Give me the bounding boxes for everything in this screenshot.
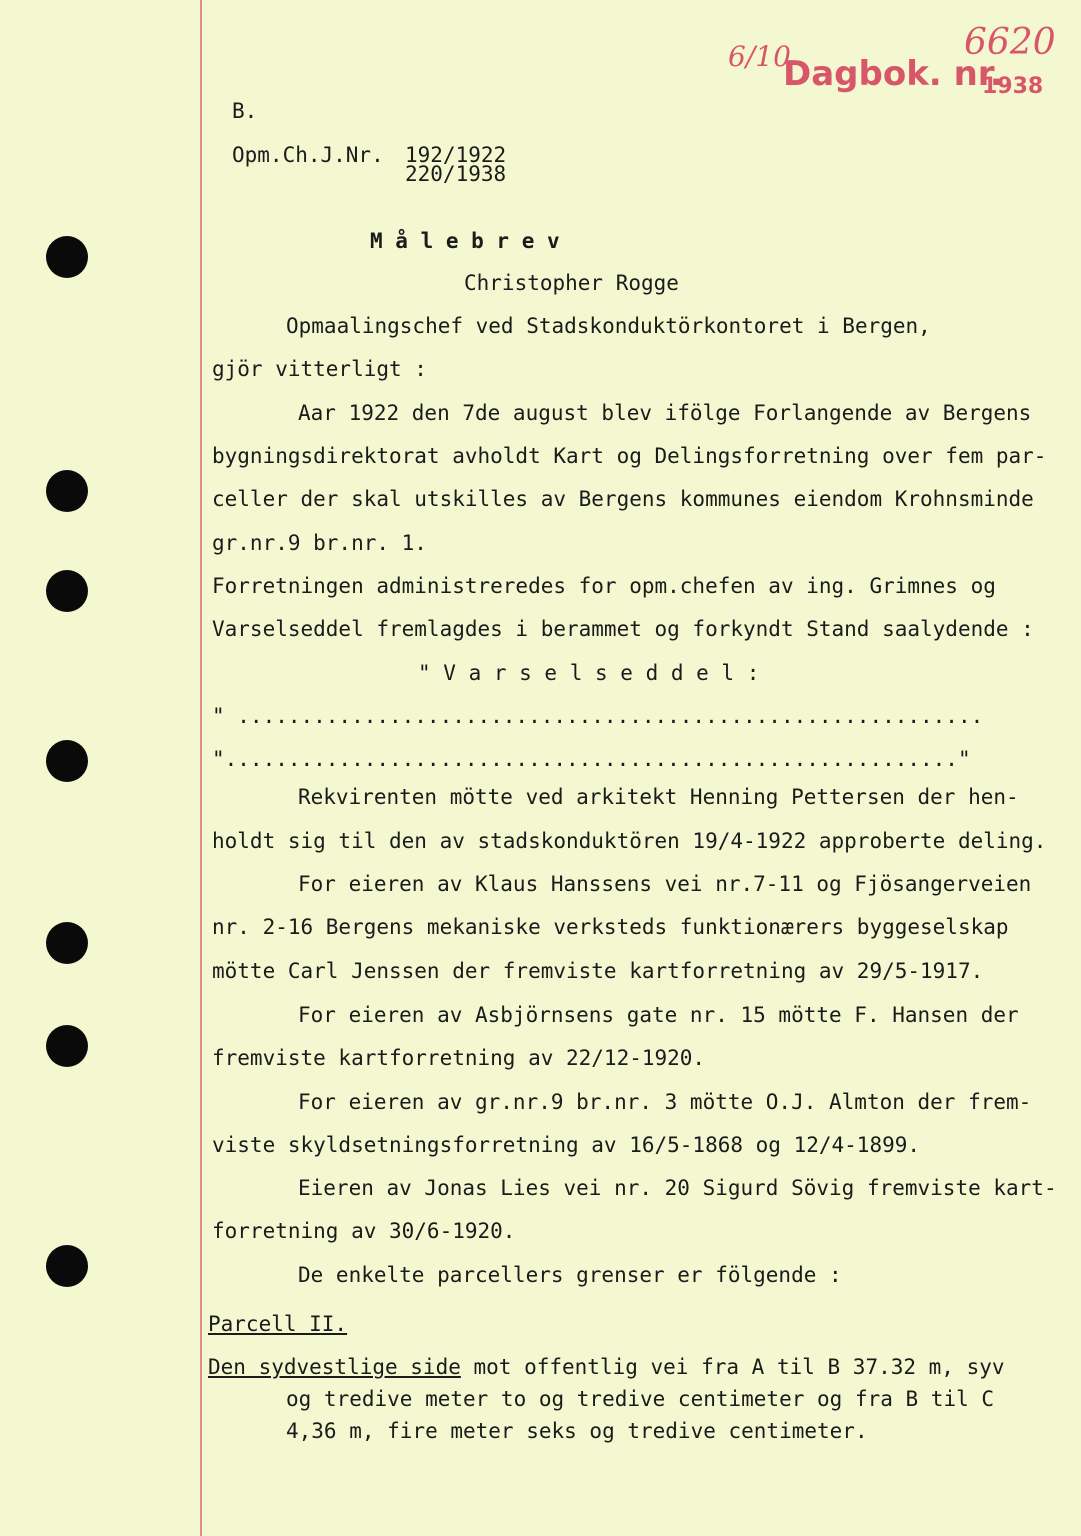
body-line: celler der skal utskilles av Bergens kommunes eiendom Krohnsminde (212, 487, 1034, 511)
body-line: gr.nr.9 br.nr. 1. (212, 531, 427, 555)
parcel-heading: Parcell II. (208, 1312, 348, 1336)
body-line: Eieren av Jonas Lies vei nr. 20 Sigurd Sövig fremviste kart- (298, 1176, 1057, 1200)
punch-hole (46, 236, 88, 278)
body-line: 4,36 m, fire meter seks og tredive centimeter. (286, 1419, 868, 1443)
journal-ref-label: Opm.Ch.J.Nr. (232, 143, 384, 167)
body-line: Varselseddel fremlagdes i berammet og forkyndt Stand saalydende : (212, 617, 1034, 641)
body-line: " V a r s e l s e d d e l : (418, 661, 760, 685)
body-line: holdt sig til den av stadskonduktören 19/4-1922 approberte deling. (212, 829, 1047, 853)
body-line: " ........................................................... (212, 704, 984, 728)
body-line: Opmaalingschef ved Stadskonduktörkontoret i Bergen, (286, 314, 931, 338)
body-line: ".........................................................." (212, 747, 971, 771)
body-line: De enkelte parcellers grenser er fölgende : (298, 1263, 842, 1287)
punch-hole (46, 1245, 88, 1287)
punch-hole (46, 570, 88, 612)
margin-rule (200, 0, 202, 1536)
author-name: Christopher Rogge (464, 271, 679, 295)
body-line (208, 1354, 1005, 1380)
body-line: For eieren av Asbjörnsens gate nr. 15 mötte F. Hansen der (298, 1003, 1019, 1027)
body-line: fremviste kartforretning av 22/12-1920. (212, 1046, 706, 1070)
stamp-number: 6620 (964, 22, 1056, 63)
body-line-tail: mot offentlig vei fra A til B 37.32 m, syv (460, 1355, 1005, 1379)
punch-hole (46, 1025, 88, 1067)
body-line: viste skyldsetningsforretning av 16/5-1868 og 12/4-1899. (212, 1133, 921, 1157)
body-line: bygningsdirektorat avholdt Kart og Delingsforretning over fem par- (212, 444, 1047, 468)
body-line: gjör vitterligt : (212, 357, 427, 381)
body-line: Forretningen administreredes for opm.chefen av ing. Grimnes og (212, 574, 996, 598)
body-line: nr. 2-16 Bergens mekaniske verksteds funktionærers byggeselskap (212, 915, 1009, 939)
stamp-date: 6/10 (728, 40, 791, 73)
body-line: og tredive meter to og tredive centimeter og fra B til C (286, 1387, 995, 1411)
underlined-phrase: Den sydvestlige side (208, 1355, 461, 1379)
punch-hole (46, 470, 88, 512)
body-line: mötte Carl Jenssen der fremviste kartforretning av 29/5-1917. (212, 959, 984, 983)
punch-hole (46, 922, 88, 964)
journal-ref-1: 192/1922 (405, 143, 507, 167)
header-letter: B. (232, 99, 258, 123)
body-line: forretning av 30/6-1920. (212, 1219, 516, 1243)
body-line: Aar 1922 den 7de august blev ifölge Forlangende av Bergens (298, 401, 1032, 425)
document-title: M å l e b r e v (370, 229, 560, 253)
body-line: Rekvirenten mötte ved arkitekt Henning Pettersen der hen- (298, 785, 1019, 809)
stamp-year: 1938 (982, 74, 1044, 99)
stamp-label: Dagbok. nr. (783, 54, 1003, 94)
journal-ref-2: 220/1938 (405, 162, 507, 186)
body-line: For eieren av Klaus Hanssens vei nr.7-11 og Fjösangerveien (298, 872, 1032, 896)
body-line: For eieren av gr.nr.9 br.nr. 3 mötte O.J. Almton der frem- (298, 1090, 1032, 1114)
punch-hole (46, 740, 88, 782)
